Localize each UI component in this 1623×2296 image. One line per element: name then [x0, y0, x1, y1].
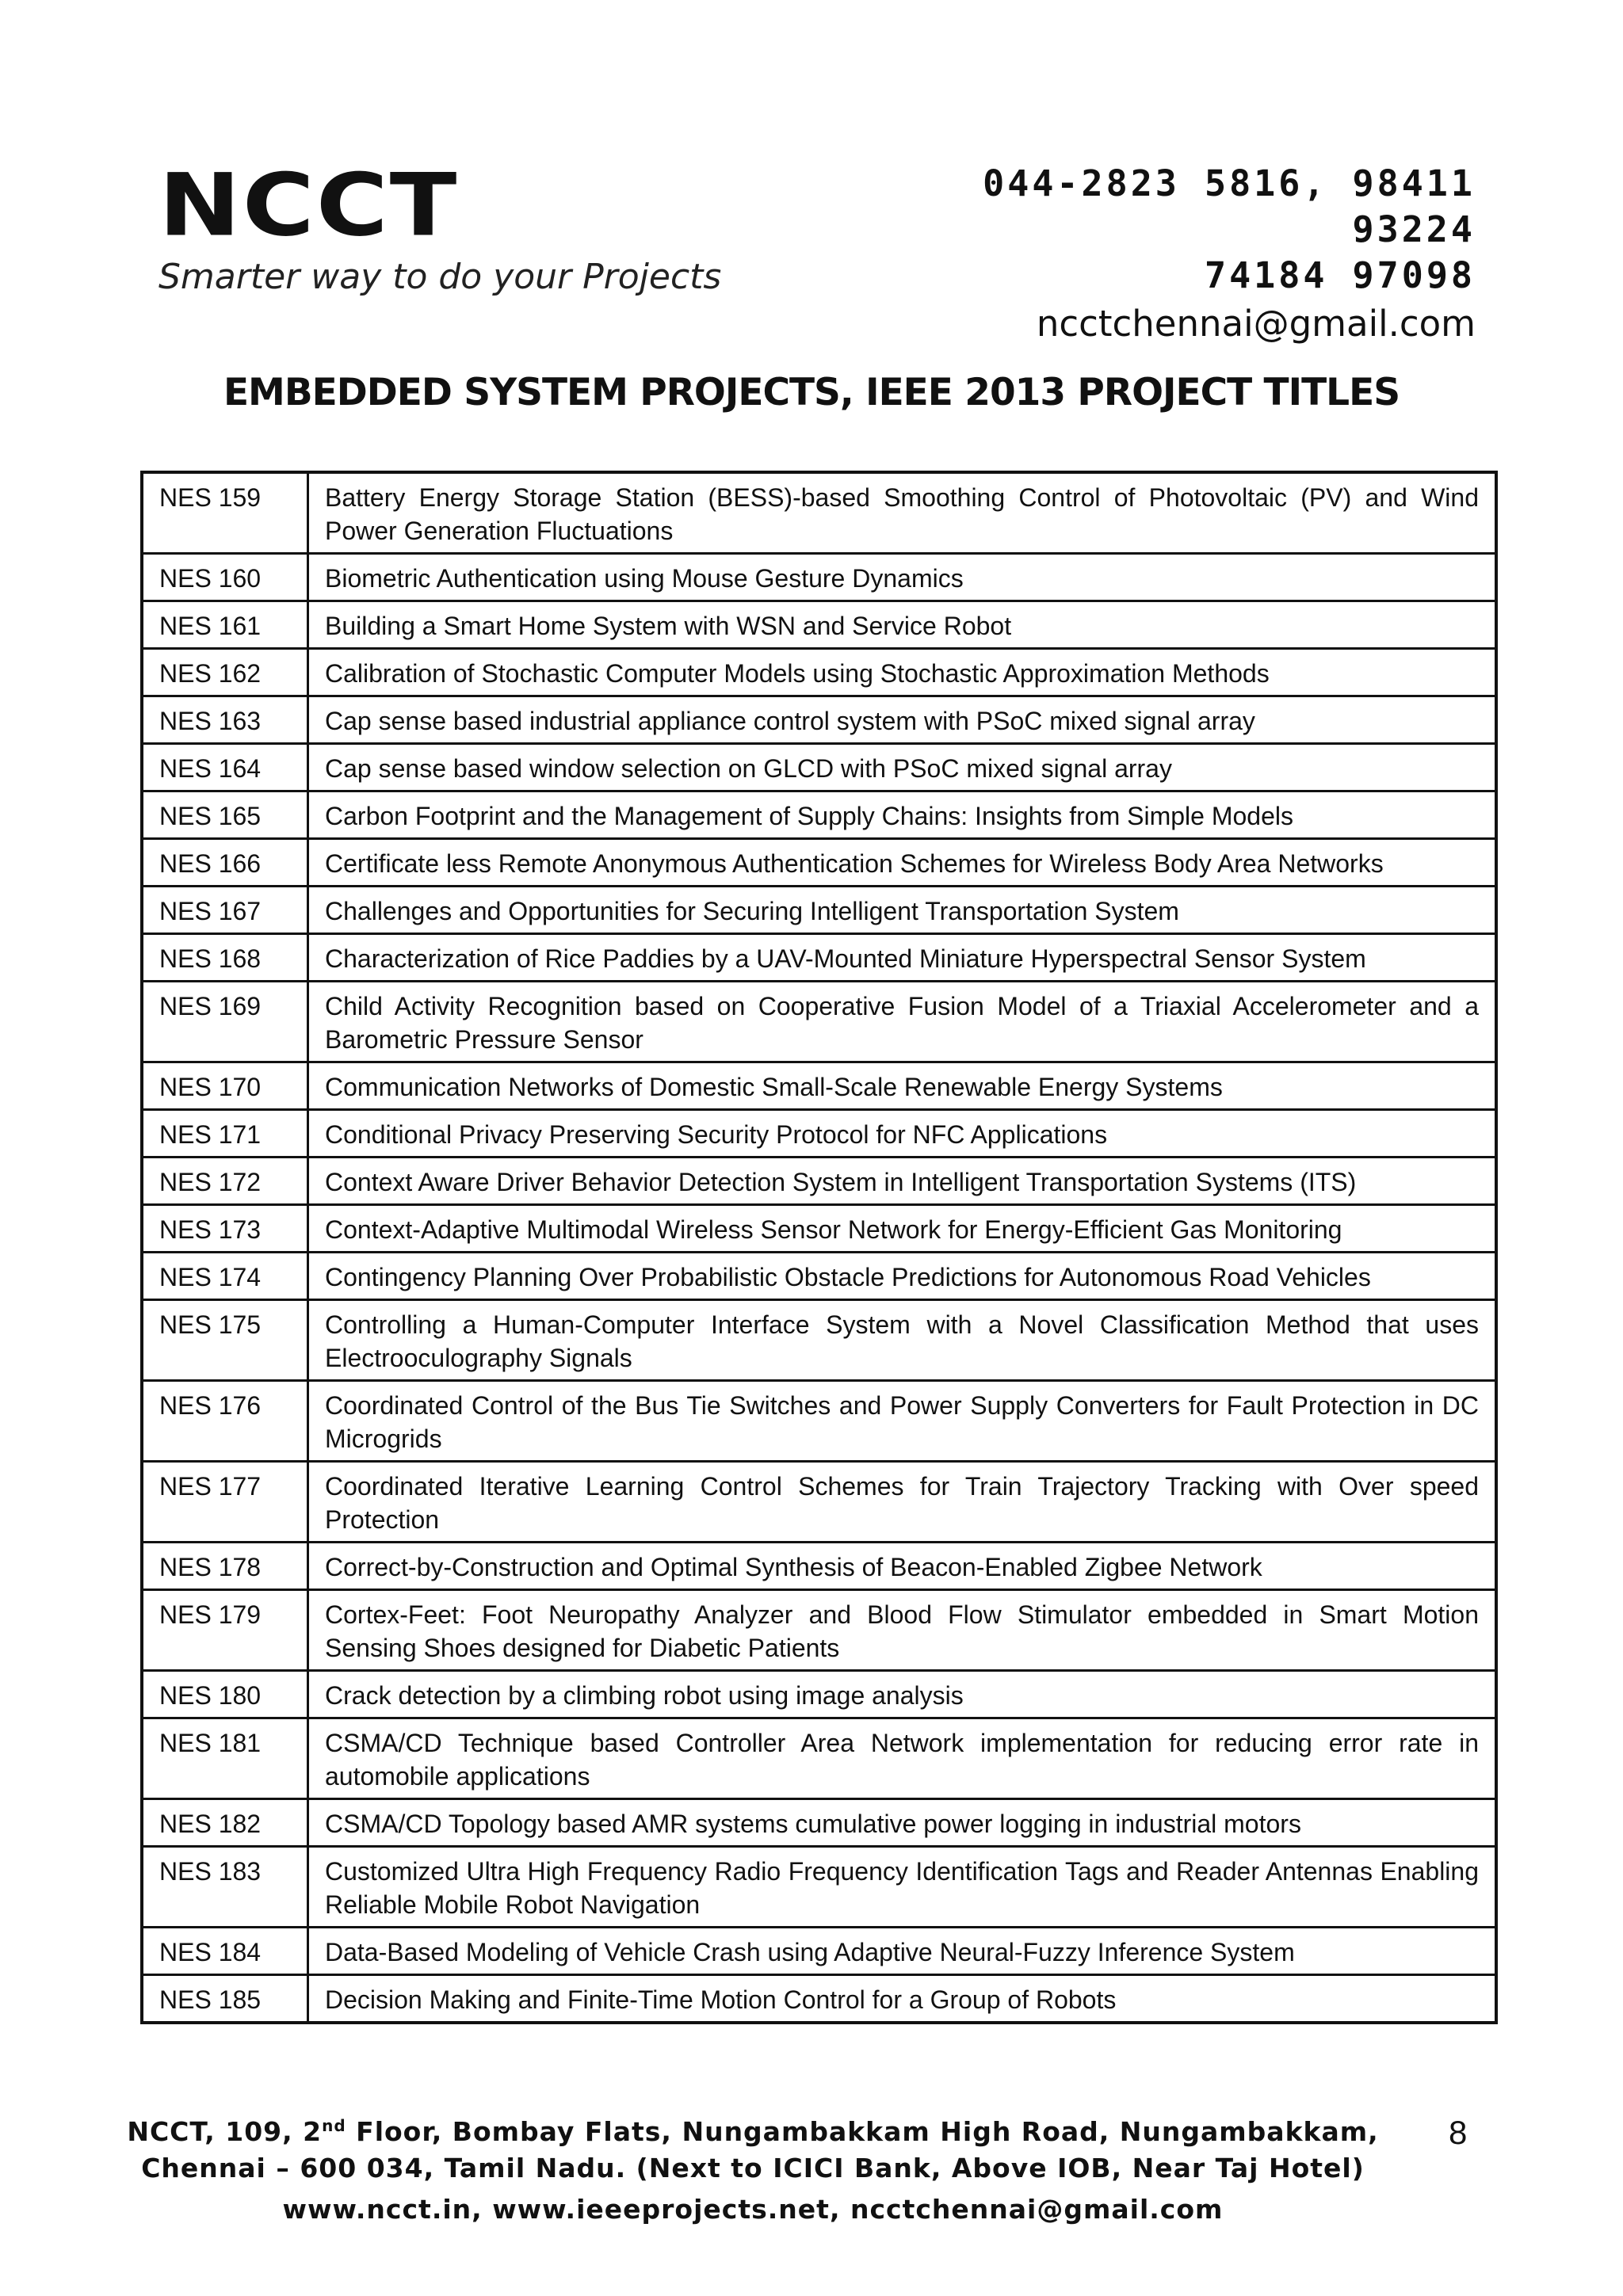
contact-block — [921, 161, 1476, 348]
project-title: Data-Based Modeling of Vehicle Crash using Adaptive Neural-Fuzzy Inference System — [308, 1928, 1497, 1975]
project-title: Decision Making and Finite-Time Motion Control for a Group of Robots — [308, 1975, 1497, 2023]
project-code: NES 177 — [142, 1462, 308, 1543]
project-title: CSMA/CD Technique based Controller Area Network implementation for reducing error rate in automobile applications — [308, 1718, 1497, 1799]
project-title: Characterization of Rice Paddies by a UAV-Mounted Miniature Hyperspectral Sensor System — [308, 934, 1497, 982]
project-code: NES 161 — [142, 601, 308, 649]
project-code: NES 182 — [142, 1799, 308, 1847]
project-title: Calibration of Stochastic Computer Models using Stochastic Approximation Methods — [308, 649, 1497, 696]
project-code: NES 164 — [142, 744, 308, 791]
project-code: NES 176 — [142, 1381, 308, 1462]
project-code: NES 160 — [142, 554, 308, 601]
project-title: Context-Adaptive Multimodal Wireless Sensor Network for Energy-Efficient Gas Monitoring — [308, 1205, 1497, 1253]
project-code: NES 174 — [142, 1253, 308, 1300]
table-row — [142, 1799, 1496, 1847]
table-row — [142, 744, 1496, 791]
project-title: Challenges and Opportunities for Securing Intelligent Transportation System — [308, 887, 1497, 934]
project-code: NES 175 — [142, 1300, 308, 1381]
phone-line-1: 044-2823 5816, 98411 — [983, 162, 1476, 204]
project-title: Conditional Privacy Preserving Security Protocol for NFC Applications — [308, 1110, 1497, 1158]
project-code: NES 159 — [142, 472, 308, 554]
table-row — [142, 791, 1496, 839]
project-code: NES 183 — [142, 1847, 308, 1928]
project-title: CSMA/CD Topology based AMR systems cumulative power logging in industrial motors — [308, 1799, 1497, 1847]
project-title: Carbon Footprint and the Management of Supply Chains: Insights from Simple Models — [308, 791, 1497, 839]
project-title: Correct-by-Construction and Optimal Synthesis of Beacon-Enabled Zigbee Network — [308, 1543, 1497, 1590]
table-row — [142, 1590, 1496, 1671]
footer — [111, 2107, 1395, 2228]
project-title: Biometric Authentication using Mouse Gesture Dynamics — [308, 554, 1497, 601]
project-code: NES 181 — [142, 1718, 308, 1799]
table-row — [142, 649, 1496, 696]
table-row — [142, 601, 1496, 649]
footer-urls[interactable]: www.ncct.in, www.ieeeprojects.net, ncctchennai@gmail.com — [282, 2194, 1224, 2225]
project-title: Cortex-Feet: Foot Neuropathy Analyzer and Blood Flow Stimulator embedded in Smart Motion Sensing Shoes designed for Diabetic Patients — [308, 1590, 1497, 1671]
table-row — [142, 1205, 1496, 1253]
project-title: Battery Energy Storage Station (BESS)-based Smoothing Control of Photovoltaic (PV) and Wind Power Generation Fluctuations — [308, 472, 1497, 554]
project-code: NES 162 — [142, 649, 308, 696]
table-row — [142, 1928, 1496, 1975]
project-code: NES 169 — [142, 982, 308, 1062]
footer-address-part-2: Floor, Bombay Flats, Nungambakkam High Road, Nungambakkam, — [346, 2116, 1379, 2147]
projects-table — [140, 471, 1498, 2024]
project-code: NES 184 — [142, 1928, 308, 1975]
table-row — [142, 1062, 1496, 1110]
contact-email[interactable]: ncctchennai@gmail.com — [1036, 303, 1476, 345]
tagline: Smarter way to do your Projects — [158, 257, 722, 297]
phone-line-2: 93224 — [1352, 208, 1476, 250]
page-title: EMBEDDED SYSTEM PROJECTS, IEEE 2013 PROJECT TITLES — [223, 371, 1400, 414]
project-code: NES 171 — [142, 1110, 308, 1158]
project-code: NES 165 — [142, 791, 308, 839]
project-title: Context Aware Driver Behavior Detection System in Intelligent Transportation Systems (ITS) — [308, 1158, 1497, 1205]
ncct-logo: NCCT — [158, 155, 459, 256]
table-row — [142, 1253, 1496, 1300]
table-row — [142, 696, 1496, 744]
table-row — [142, 1300, 1496, 1381]
project-code: NES 167 — [142, 887, 308, 934]
project-code: NES 178 — [142, 1543, 308, 1590]
footer-address-part-1: NCCT, 109, 2 — [127, 2116, 323, 2147]
phone-line-3: 74184 97098 — [1204, 254, 1476, 296]
table-row — [142, 1543, 1496, 1590]
table-row — [142, 1110, 1496, 1158]
project-code: NES 173 — [142, 1205, 308, 1253]
footer-address-line-2: Chennai – 600 034, Tamil Nadu. (Next to ICICI Bank, Above IOB, Near Taj Hotel) — [141, 2153, 1365, 2183]
table-row — [142, 1158, 1496, 1205]
project-code: NES 170 — [142, 1062, 308, 1110]
project-title: Cap sense based industrial appliance control system with PSoC mixed signal array — [308, 696, 1497, 744]
project-title: Building a Smart Home System with WSN and Service Robot — [308, 601, 1497, 649]
table-row — [142, 472, 1496, 554]
footer-address-line-1 — [111, 2107, 1395, 2150]
project-title: Crack detection by a climbing robot using image analysis — [308, 1671, 1497, 1718]
project-code: NES 166 — [142, 839, 308, 887]
project-code: NES 168 — [142, 934, 308, 982]
project-code: NES 163 — [142, 696, 308, 744]
project-code: NES 179 — [142, 1590, 308, 1671]
project-title: Coordinated Control of the Bus Tie Switches and Power Supply Converters for Fault Protection in DC Microgrids — [308, 1381, 1497, 1462]
table-row — [142, 839, 1496, 887]
project-title: Communication Networks of Domestic Small-Scale Renewable Energy Systems — [308, 1062, 1497, 1110]
project-code: NES 172 — [142, 1158, 308, 1205]
project-title: Controlling a Human-Computer Interface System with a Novel Classification Method that uses Electrooculography Signals — [308, 1300, 1497, 1381]
table-row — [142, 1718, 1496, 1799]
projects-table-body — [142, 472, 1496, 2023]
table-row — [142, 1847, 1496, 1928]
table-row — [142, 1975, 1496, 2023]
project-title: Child Activity Recognition based on Cooperative Fusion Model of a Triaxial Accelerometer and a Barometric Pressure Sensor — [308, 982, 1497, 1062]
project-title: Contingency Planning Over Probabilistic Obstacle Predictions for Autonomous Road Vehicles — [308, 1253, 1497, 1300]
project-code: NES 180 — [142, 1671, 308, 1718]
project-title: Certificate less Remote Anonymous Authentication Schemes for Wireless Body Area Networks — [308, 839, 1497, 887]
project-title: Cap sense based window selection on GLCD with PSoC mixed signal array — [308, 744, 1497, 791]
project-title: Customized Ultra High Frequency Radio Frequency Identification Tags and Reader Antennas Enabling Reliable Mobile Robot Navigation — [308, 1847, 1497, 1928]
table-row — [142, 1381, 1496, 1462]
project-title: Coordinated Iterative Learning Control Schemes for Train Trajectory Tracking with Over speed Protection — [308, 1462, 1497, 1543]
page-number: 8 — [1449, 2114, 1468, 2151]
project-code: NES 185 — [142, 1975, 308, 2023]
table-row — [142, 934, 1496, 982]
table-row — [142, 982, 1496, 1062]
table-row — [142, 1462, 1496, 1543]
table-row — [142, 887, 1496, 934]
table-row — [142, 1671, 1496, 1718]
footer-address-superscript: nd — [322, 2116, 346, 2135]
table-row — [142, 554, 1496, 601]
